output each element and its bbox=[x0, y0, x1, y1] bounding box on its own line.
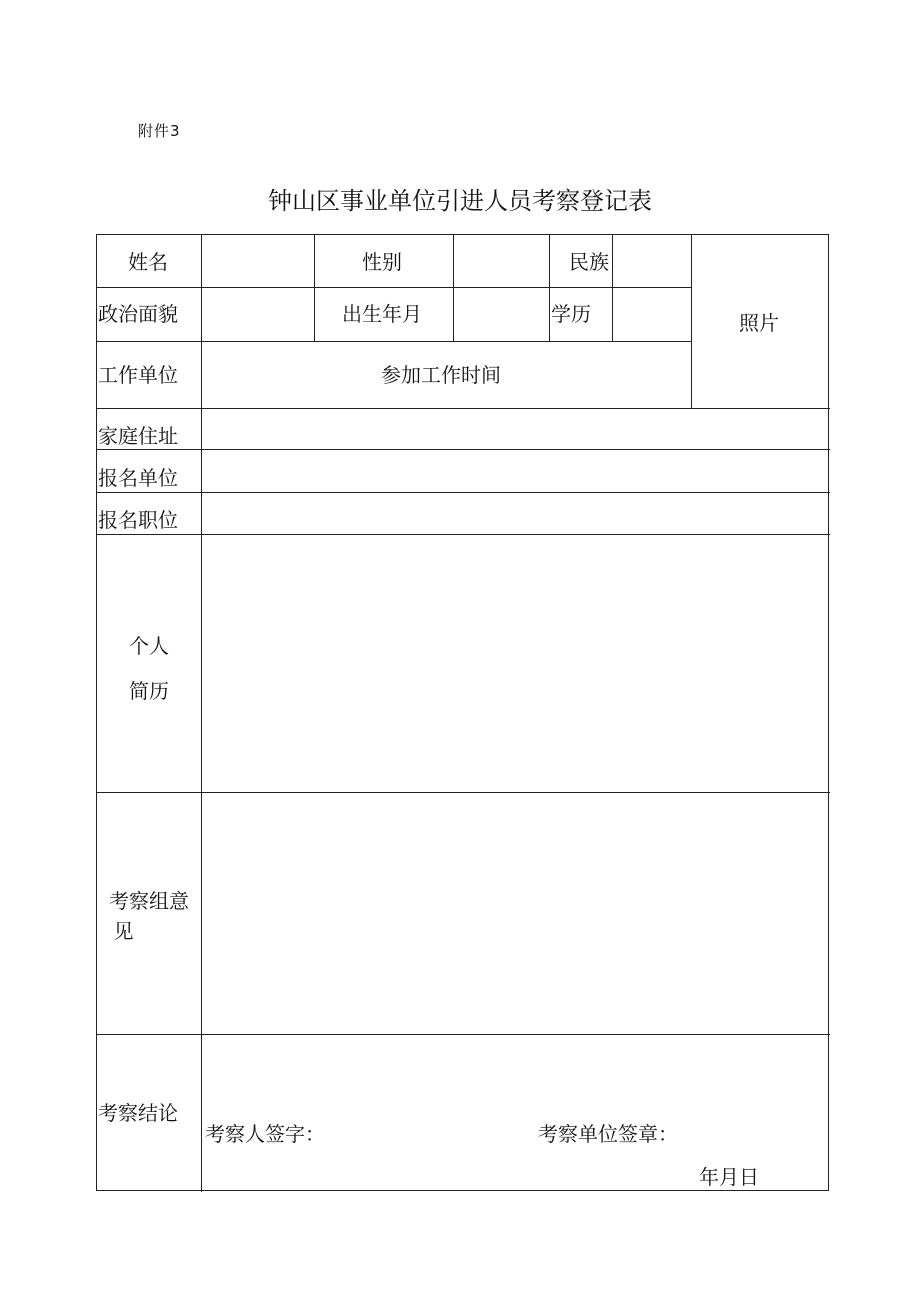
column-divider bbox=[549, 235, 550, 341]
form-title: 钟山区事业单位引进人员考察登记表 bbox=[268, 187, 652, 215]
resume-label bbox=[97, 634, 201, 703]
name-field[interactable] bbox=[202, 236, 313, 286]
apply-unit-label: 报名单位 bbox=[98, 466, 178, 490]
registration-form-table bbox=[96, 234, 829, 1191]
conclusion-label: 考察结论 bbox=[98, 1101, 178, 1125]
opinion-field[interactable] bbox=[202, 793, 829, 1034]
attachment-label: 附件3 bbox=[138, 122, 181, 140]
photo-label: 照片 bbox=[739, 311, 779, 335]
birth-date-field[interactable] bbox=[454, 288, 548, 340]
education-field[interactable] bbox=[613, 288, 690, 340]
date-label: 年月日 bbox=[699, 1165, 759, 1189]
unit-seal-label: 考察单位签章： bbox=[538, 1122, 678, 1146]
opinion-label-line1: 考察组意 bbox=[109, 889, 189, 913]
gender-label: 性别 bbox=[362, 250, 402, 274]
apply-unit-field[interactable] bbox=[202, 450, 829, 492]
opinion-label-line2: 见 bbox=[113, 919, 134, 943]
resume-label-line2: 简历 bbox=[129, 679, 169, 703]
row-divider bbox=[97, 287, 691, 288]
work-start-time-label: 参加工作时间 bbox=[381, 363, 501, 387]
work-unit-label: 工作单位 bbox=[98, 363, 178, 387]
name-label: 姓名 bbox=[128, 250, 168, 274]
gender-field[interactable] bbox=[454, 236, 548, 286]
conclusion-field[interactable] bbox=[202, 1035, 829, 1115]
ethnicity-field[interactable] bbox=[613, 236, 690, 286]
birth-date-label: 出生年月 bbox=[342, 302, 422, 326]
education-label: 学历 bbox=[551, 302, 591, 326]
apply-position-label: 报名职位 bbox=[98, 508, 178, 532]
resume-field[interactable] bbox=[202, 535, 829, 792]
home-address-field[interactable] bbox=[202, 409, 829, 449]
home-address-label: 家庭住址 bbox=[98, 424, 178, 448]
political-status-field[interactable] bbox=[202, 288, 313, 340]
apply-position-field[interactable] bbox=[202, 493, 829, 534]
column-divider bbox=[314, 235, 315, 341]
political-status-label: 政治面貌 bbox=[98, 302, 178, 326]
photo-area[interactable] bbox=[692, 236, 829, 407]
inspector-signature-label: 考察人签字： bbox=[205, 1122, 325, 1146]
ethnicity-label: 民族 bbox=[569, 250, 609, 274]
opinion-label bbox=[97, 889, 201, 943]
resume-label-line1: 个人 bbox=[129, 634, 169, 658]
